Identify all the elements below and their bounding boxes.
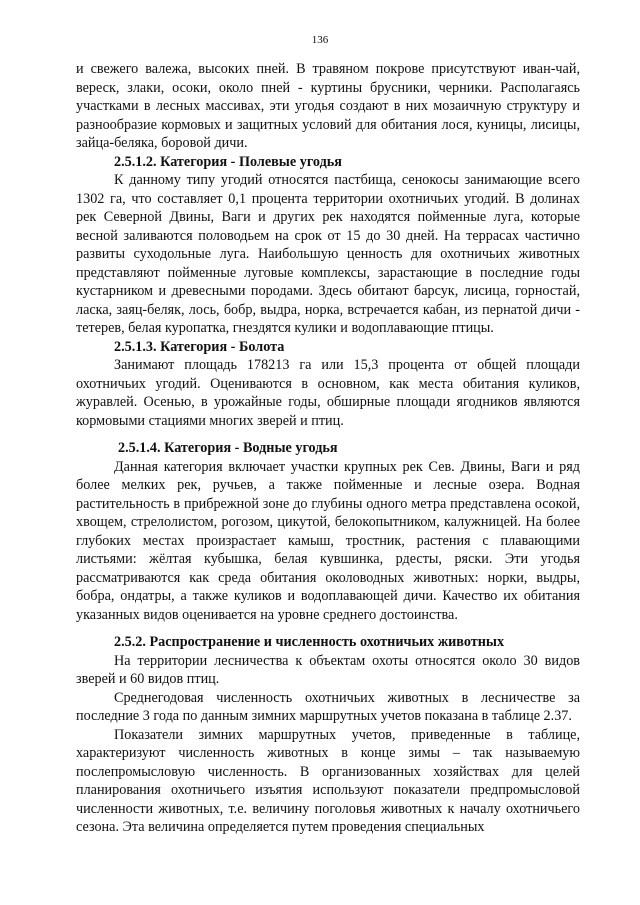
heading-swamps: 2.5.1.3. Категория - Болота xyxy=(114,338,285,355)
heading-distribution: 2.5.2. Распространение и численность охотничьих животных xyxy=(114,634,505,650)
paragraph-field-lands: К данному типу угодий относятся пастбища, сенокосы занимающие всего 1302 га, что составляет 0,1 процента территории охотничьих угодий. В долинах рек Северной Двины, Ваги и других рек находятся пойменные луга, которые весной заливаются половодьем на срок от 15 до 30 дней. На террасах частично развиты суходольные луга. Наибольшую ценность для охотничьих животных представляют пойменные луговые комплексы, зарастающие в последние годы кустарником и древесными породами. Здесь обитают барсук, лисица, горностай, ласка, заяц-беляк, лось, бобр, выдра, норка, встречается кабан, из пернатой дичи - тетерев, белая куропатка, гнездятся кулики и водоплавающие птицы. xyxy=(76,172,580,336)
paragraph-winter-counts: Показатели зимних маршрутных учетов, приведенные в таблице, характеризуют численность животных в конце зимы – так называемую послепромысловую численность. В организованных хозяйствах для целей планирования охотничьего изъятия используют показатели предпромысловой численности животных, т.е. величину поголовья животных к началу охотничьего сезона. Эта величина определяется путем проведения специальных xyxy=(76,726,580,835)
heading-field-lands: 2.5.1.2. Категория - Полевые угодья xyxy=(114,153,342,170)
paragraph-forest-clearings: и свежего валежа, высоких пней. В травяном покрове присутствуют иван-чай, вереск, злаки, осоки, около пней - куртины брусники, черники. Располагаясь участками в лесных массивах, эти угодья создают в них мозаичную структуру и разнообразие кормовых и защитных условий для обитания лося, куницы, лисицы, зайца-беляка, боровой дичи. xyxy=(76,61,580,151)
paragraph-swamps: Занимают площадь 178213 га или 15,3 процента от общей площади охотничьих угодий. Оцениваются в основном, как места обитания куликов, журавлей. Осенью, в урожайные годы, обширные площади ягодников являются кормовыми стациями многих зверей и птиц. xyxy=(76,357,580,429)
paragraph-water-lands: Данная категория включает участки крупных рек Сев. Двины, Ваги и ряд более мелких рек, ручьев, а также пойменные и лесные озера. Водная растительность в прибрежной зоне до глубины одного метра представлена осокой, хвощем, стрелолистом, рогозом, цикутой, белокопытником, калужницей. На более глубоких местах произрастает камыш, тростник, растения с плавающими листьями: жёлтая кубышка, белая кувшинка, рдесты, ряски. Эти угодья рассматриваются как среда обитания околоводных животных: норки, выдры, бобра, ондатры, а также куликов и водоплавающей дичи. Качество их обитания указанных видов оценивается на уровне среднего достоинства. xyxy=(76,458,580,623)
paragraph-average-population: Среднегодовая численность охотничьих животных в лесничестве за последние 3 года по данным зимних маршрутных учетов показана в таблице 2.37. xyxy=(76,689,580,724)
page-content xyxy=(76,60,580,837)
page-number: 136 xyxy=(311,34,329,46)
heading-water-lands: 2.5.1.4. Категория - Водные угодья xyxy=(118,440,338,456)
paragraph-species-count: На территории лесничества к объектам охоты относятся около 30 видов зверей и 60 видов птиц. xyxy=(76,652,580,687)
